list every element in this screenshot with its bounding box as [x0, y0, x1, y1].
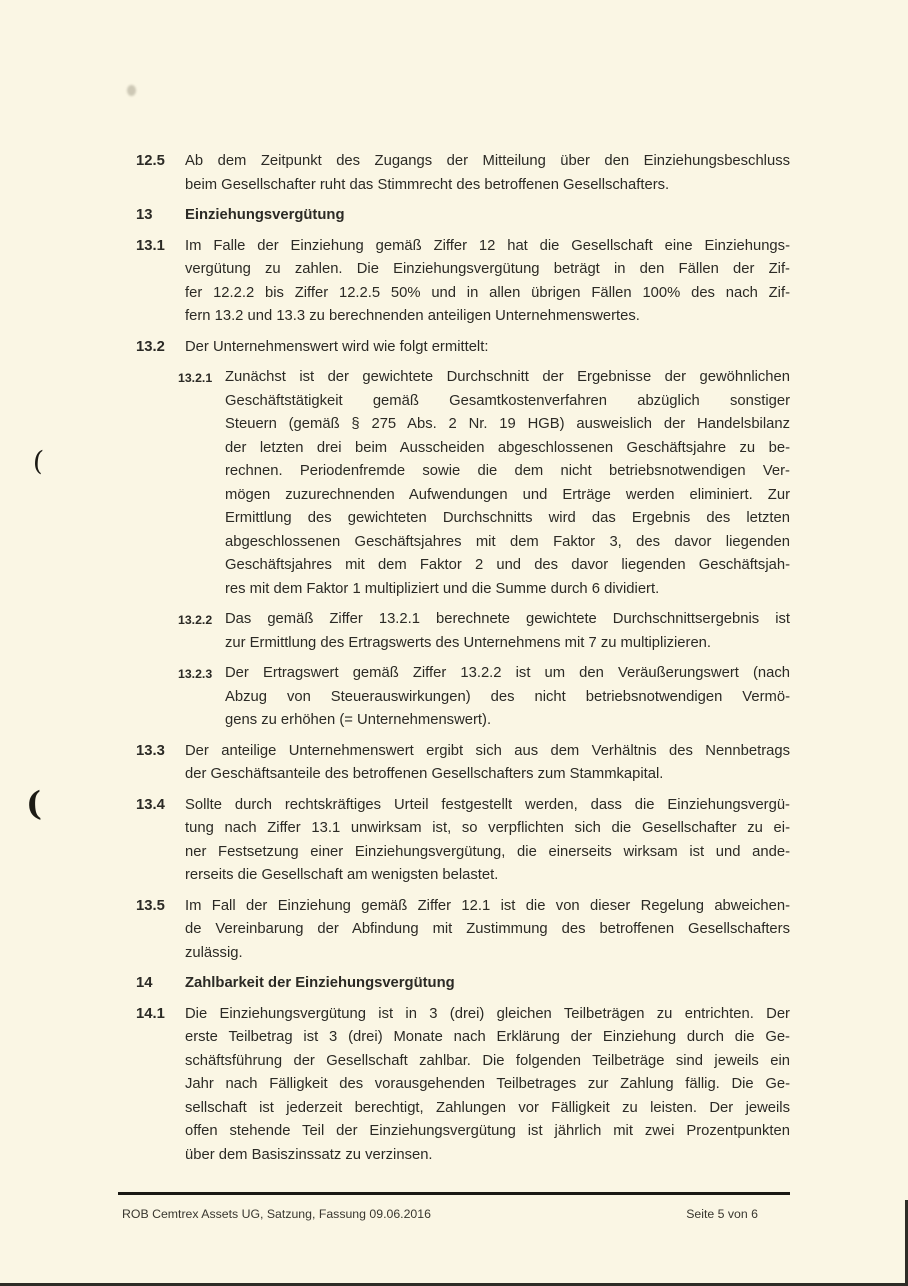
- section-number: 13.4: [136, 796, 165, 813]
- text-line: sellschaft ist jederzeit berechtigt, Zahlungen vor Fälligkeit zu leisten. Der jeweils: [185, 1099, 790, 1116]
- text-line: Geschäftstätigkeit gemäß Gesamtkostenverfahren abzüglich sonstiger: [225, 392, 790, 409]
- section-paragraph: [185, 235, 790, 329]
- footer-divider-line: [118, 1192, 790, 1195]
- text-line: tung nach Ziffer 13.1 unwirksam ist, so verpflichten sich die Gesellschafter zu ei-: [185, 820, 790, 836]
- text-line: Ab dem Zeitpunkt des Zugangs der Mitteilung über den Einziehungsbeschluss: [185, 153, 790, 169]
- section-13.2.1: [178, 366, 790, 601]
- section-number: 13.2.2: [178, 613, 213, 627]
- section-14: [136, 972, 790, 996]
- text-line: zulässig.: [185, 944, 243, 961]
- text-line: rerseits die Gesellschaft am wenigsten belastet.: [185, 867, 499, 883]
- section-paragraph: [185, 740, 790, 787]
- text-line: de Vereinbarung der Abfindung mit Zustimmung des betroffenen Gesellschafters: [185, 921, 790, 937]
- section-number: 13.2.1: [178, 371, 213, 385]
- text-line: offen stehende Teil der Einziehungsvergütung ist jährlich mit zwei Prozentpunkten: [185, 1123, 790, 1139]
- section-13.2: [136, 336, 790, 360]
- section-paragraph: [225, 608, 790, 655]
- text-line: der letzten drei beim Ausscheiden abgeschlossenen Geschäftsjahre zu be-: [225, 439, 790, 456]
- text-line: erste Teilbetrag ist 3 (drei) Monate nach Erklärung der Einziehung durch die Ge-: [185, 1029, 790, 1045]
- text-line: der Geschäftsanteile des betroffenen Gesellschafters zum Stammkapital.: [185, 766, 664, 782]
- document-body: [136, 150, 790, 1167]
- section-number: 13.1: [136, 237, 165, 254]
- section-13.1: [136, 235, 790, 329]
- text-line: Im Falle der Einziehung gemäß Ziffer 12 hat die Gesellschaft eine Einziehungs-: [185, 237, 790, 254]
- text-line: ner Festsetzung einer Einziehungsvergütung, die einerseits wirksam ist und ande-: [185, 843, 790, 860]
- text-line: Sollte durch rechtskräftiges Urteil festgestellt werden, dass die Einziehungsvergü-: [185, 796, 790, 813]
- section-13: [136, 204, 790, 228]
- text-line: schäftsführung der Gesellschaft zahlbar. Die folgenden Teilbeträge sind jeweils ein: [185, 1052, 790, 1069]
- section-paragraph: [185, 972, 790, 996]
- section-number: 13.3: [136, 742, 165, 759]
- text-line: Das gemäß Ziffer 13.2.1 berechnete gewichtete Durchschnittsergebnis ist: [225, 611, 790, 627]
- text-line: fer 12.2.2 bis Ziffer 12.2.5 50% und in allen übrigen Fällen 100% des nach Zif-: [185, 284, 790, 301]
- text-line: Zunächst ist der gewichtete Durchschnitt der Ergebnisse der gewöhnlichen: [225, 369, 790, 385]
- text-line: gens zu erhöhen (= Unternehmenswert).: [225, 712, 492, 728]
- text-line: zur Ermittlung des Ertragswerts des Unternehmens mit 7 zu multiplizieren.: [225, 634, 712, 651]
- page-footer: [122, 1207, 790, 1221]
- section-paragraph: [185, 1003, 790, 1168]
- handwritten-parenthesis-mark-2: (: [25, 783, 43, 824]
- section-13.2.3: [178, 662, 790, 733]
- text-line: Jahr nach Fälligkeit des vorausgehenden Teilbetrages zur Zahlung fällig. Die Ge-: [185, 1076, 790, 1092]
- text-line: Geschäftsjahres mit dem Faktor 2 und des davor liegenden Geschäftsjah-: [225, 557, 790, 573]
- text-line: beim Gesellschafter ruht das Stimmrecht des betroffenen Gesellschafters.: [185, 176, 670, 193]
- text-line: Der anteilige Unternehmenswert ergibt sich aus dem Verhältnis des Nennbetrags: [185, 742, 790, 759]
- footer-page-number: Seite 5 von 6: [686, 1207, 758, 1221]
- section-number: 13.5: [136, 897, 165, 914]
- text-line: abgeschlossenen Geschäftsjahres mit dem Faktor 3, des davor liegenden: [225, 533, 790, 550]
- text-line: mögen zuzurechnenden Aufwendungen und Erträge werden eliminiert. Zur: [225, 486, 790, 503]
- section-number: 14: [136, 975, 153, 991]
- section-13.4: [136, 794, 790, 888]
- section-number: 14.1: [136, 1005, 165, 1022]
- section-paragraph: [185, 150, 790, 197]
- text-line: Der Ertragswert gemäß Ziffer 13.2.2 ist um den Veräußerungswert (nach: [225, 665, 790, 681]
- section-number: 12.5: [136, 153, 165, 169]
- section-paragraph: [185, 204, 790, 228]
- section-13.2.2: [178, 608, 790, 655]
- section-paragraph: [185, 794, 790, 888]
- section-number: 13.2: [136, 338, 165, 355]
- section-number: 13.2.3: [178, 667, 213, 681]
- scan-smudge: [127, 85, 136, 96]
- text-line: Steuern (gemäß § 275 Abs. 2 Nr. 19 HGB) ausweislich der Handelsbilanz: [225, 416, 790, 432]
- text-line: Der Unternehmenswert wird wie folgt ermittelt:: [185, 338, 489, 355]
- text-line: Zahlbarkeit der Einziehungsvergütung: [185, 975, 455, 991]
- section-14.1: [136, 1003, 790, 1168]
- section-13.5: [136, 895, 790, 966]
- section-13.3: [136, 740, 790, 787]
- section-number: 13: [136, 207, 153, 223]
- footer-document-title: ROB Cemtrex Assets UG, Satzung, Fassung 09.06.2016: [122, 1207, 431, 1221]
- text-line: Einziehungsvergütung: [185, 207, 345, 223]
- section-12.5: [136, 150, 790, 197]
- text-line: fern 13.2 und 13.3 zu berechnenden anteiligen Unternehmenswertes.: [185, 308, 640, 324]
- text-line: rechnen. Periodenfremde sowie die dem nicht betriebsnotwendigen Ver-: [225, 463, 790, 479]
- text-line: vergütung zu zahlen. Die Einziehungsvergütung beträgt in den Fällen der Zif-: [185, 261, 790, 277]
- handwritten-parenthesis-mark-1: (: [31, 445, 45, 478]
- section-paragraph: [185, 336, 790, 360]
- text-line: Die Einziehungsvergütung ist in 3 (drei) gleichen Teilbeträgen zu entrichten. Der: [185, 1005, 790, 1022]
- section-paragraph: [225, 662, 790, 733]
- text-line: Abzug von Steuerauswirkungen) des nicht betriebsnotwendigen Vermö-: [225, 688, 790, 705]
- section-paragraph: [225, 366, 790, 601]
- text-line: Im Fall der Einziehung gemäß Ziffer 12.1 ist die von dieser Regelung abweichen-: [185, 897, 790, 914]
- text-line: res mit dem Faktor 1 multipliziert und die Summe durch 6 dividiert.: [225, 580, 660, 597]
- text-line: Ermittlung des gewichteten Durchschnitts wird das Ergebnis des letzten: [225, 510, 790, 526]
- text-line: über dem Basiszinssatz zu verzinsen.: [185, 1146, 433, 1163]
- section-paragraph: [185, 895, 790, 966]
